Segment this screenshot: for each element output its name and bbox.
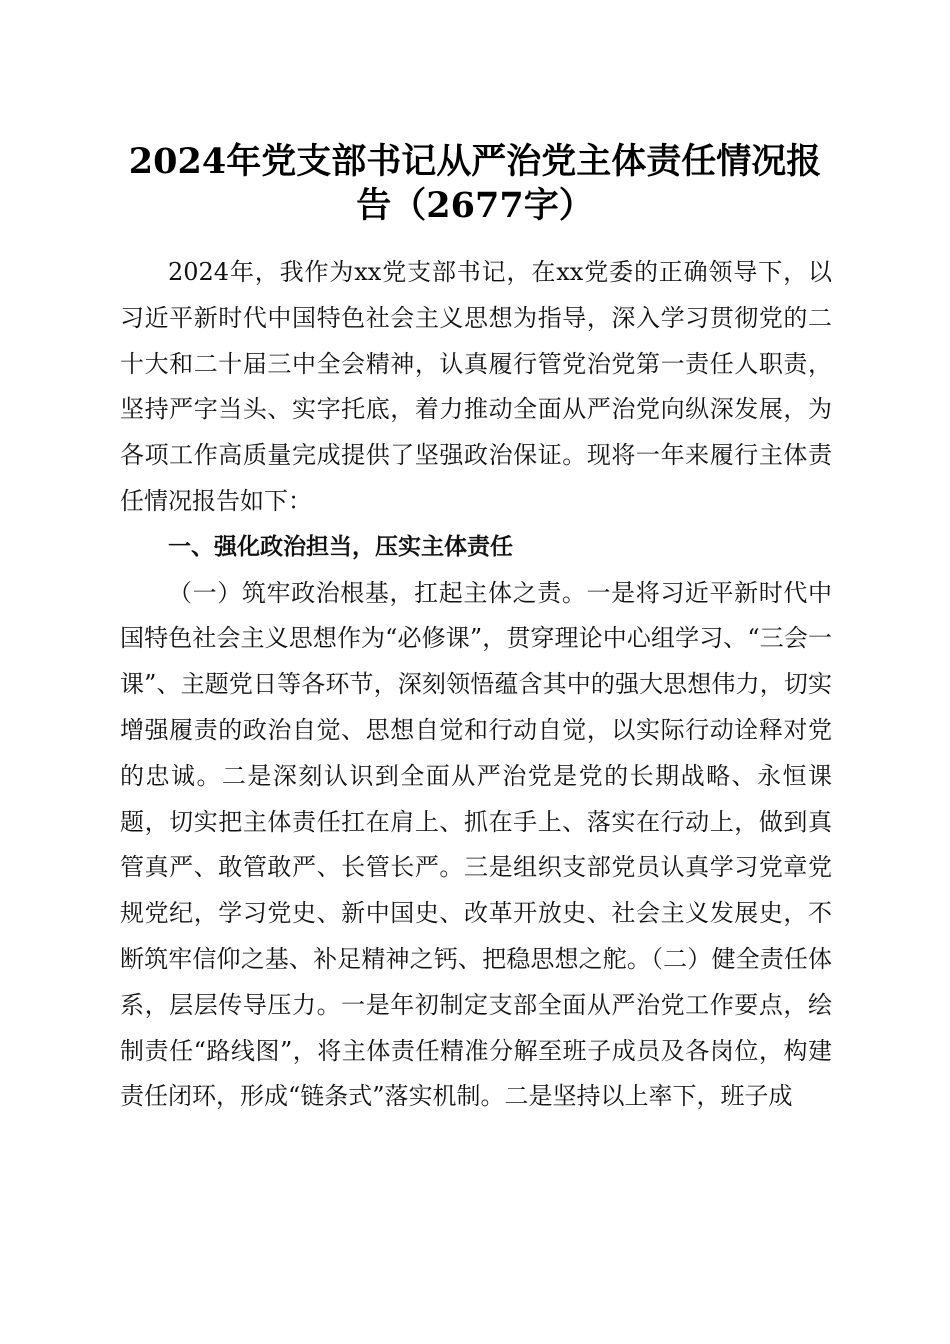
- document-title: 2024年党支部书记从严治党主体责任情况报告（2677字）: [128, 141, 822, 226]
- intro-paragraph: 2024年，我作为xx党支部书记，在xx党委的正确领导下，以习近平新时代中国特色社会主义思想为指导，深入学习贯彻党的二十大和二十届三中全会精神，认真履行管党治党第一责任人职责，坚持严字当头、实字托底，着力推动全面从严治党向纵深发展，为各项工作高质量完成提供了坚强政治保证。现将一年来履行主体责任情况报告如下：: [120, 258, 832, 515]
- section-heading: 一、强化政治担当，压实主体责任: [168, 533, 513, 560]
- section-paragraph: [120, 571, 832, 1121]
- document-body: [120, 250, 832, 1120]
- subsection-body: 一是将习近平新时代中国特色社会主义思想作为“必修课”，贯穿理论中心组学习、“三会一课”、主题党日等各环节，深刻领悟蕴含其中的强大思想伟力，切实增强履责的政治自觉、思想自觉和行动自觉，以实际行动诠释对党的忠诚。二是深刻认识到全面从严治党是党的长期战略、永恒课题，切实把主体责任扛在肩上、抓在手上、落实在行动上，做到真管真严、敢管敢严、长管长严。三是组织支部党员认真学习党章党规党纪，学习党史、新中国史、改革开放史、社会主义发展史，不断筑牢信仰之基、补足精神之钙、把稳思想之舵。（二）健全责任体系，层层传导压力。一是年初制定支部全面从严治党工作要点，绘制责任“路线图”，将主体责任精准分解至班子成员及各岗位，构建责任闭环，形成“链条式”落实机制。二是坚持以上率下，班子成: [120, 578, 833, 1111]
- subsection-lead: （一）筑牢政治根基，扛起主体之责。: [168, 578, 587, 607]
